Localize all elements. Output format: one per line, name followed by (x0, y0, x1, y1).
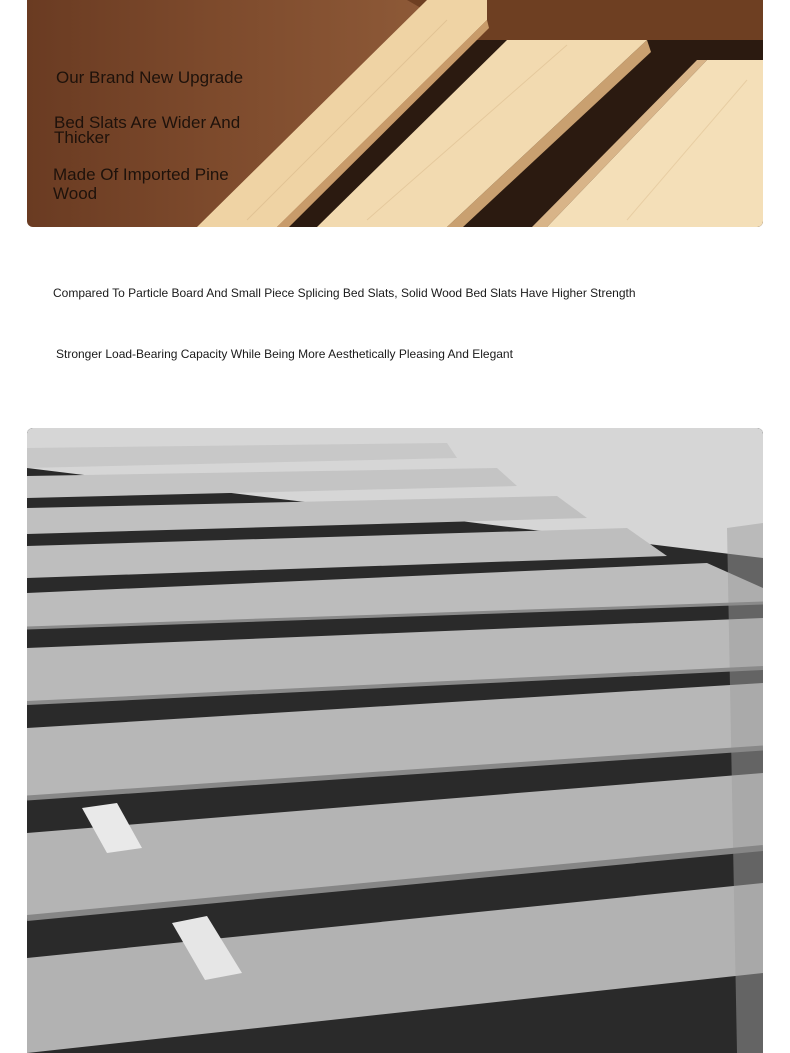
hero-feature-wider-thicker: Bed Slats Are Wider And Thicker (54, 113, 241, 147)
hero-title: Our Brand New Upgrade (56, 68, 244, 87)
bed-slats-illustration (27, 428, 763, 1053)
caption-strength: Compared To Particle Board And Small Piece Splicing Bed Slats, Solid Wood Bed Slats Have Higher Strength (53, 286, 636, 300)
bed-slats-photo (27, 428, 763, 1053)
caption-load-bearing: Stronger Load-Bearing Capacity While Being More Aesthetically Pleasing And Elegant (56, 347, 513, 361)
hero-feature-imported-pine: Made Of Imported Pine Wood (53, 165, 229, 203)
hero-banner (27, 0, 763, 227)
